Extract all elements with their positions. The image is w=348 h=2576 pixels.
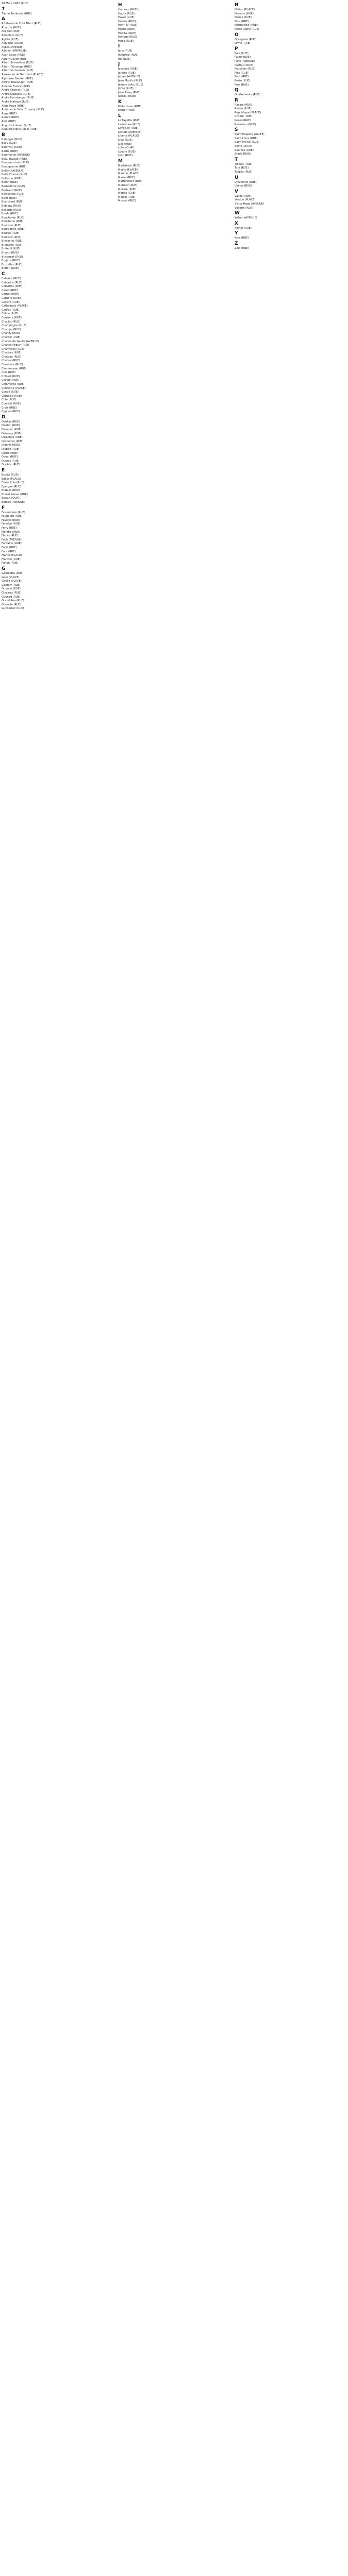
section-letter: Q — [235, 88, 239, 93]
index-entry[interactable]: Corneille (RUE) — [2, 394, 22, 398]
index-entry[interactable]: Cassini (RUE) — [2, 300, 20, 304]
index-entry[interactable]: Hameau (RUE) — [118, 8, 138, 11]
index-entry[interactable]: Carrière (RUE) — [2, 296, 21, 300]
index-entry[interactable]: Fayette (RUE) — [2, 518, 20, 522]
index-entry[interactable]: Bourgogne (RUE) — [2, 228, 25, 231]
index-entry[interactable]: Grand Rue (RUE) — [2, 599, 24, 603]
index-entry[interactable]: Loire (QUAI) — [118, 146, 135, 150]
index-entry[interactable]: Lyon (RUE) — [118, 154, 133, 158]
index-entry[interactable]: Foch (AVENUE) — [2, 538, 22, 541]
index-entry[interactable]: Acacias (RUE) — [2, 30, 21, 33]
index-entry[interactable]: Calvaire (RUE) — [2, 277, 21, 280]
index-entry[interactable]: Dôme (RUE) — [2, 451, 18, 455]
index-column-2 — [118, 2, 228, 204]
index-entry[interactable]: Victor Hugo (AVENUE) — [235, 202, 264, 206]
index-entry[interactable]: Marronniers (RUE) — [118, 180, 143, 183]
index-entry[interactable]: Bouchardy (RUE) — [2, 216, 25, 219]
index-entry[interactable]: Saint Louis (RUE) — [235, 137, 258, 140]
index-entry[interactable]: Poste (RUE) — [235, 79, 251, 82]
index-entry[interactable]: Boutaric (RUE) — [2, 235, 22, 239]
index-entry[interactable]: Antoine de Saint Exupéry (RUE) — [2, 108, 44, 112]
index-entry[interactable]: Diderot (RUE) — [2, 444, 20, 447]
index-entry[interactable]: Saint Exupéry (ALLÉE) — [235, 133, 264, 137]
index-entry[interactable]: Normandie (RUE) — [235, 24, 258, 27]
index-entry[interactable]: Rousseau (RUE) — [235, 123, 256, 126]
index-entry[interactable]: Gare (PLACE) — [2, 575, 20, 579]
index-entry[interactable]: Commerce (RUE) — [2, 383, 25, 386]
index-entry[interactable]: 7ième Territorial (RUE) — [2, 12, 32, 15]
index-entry[interactable]: Sources (RUE) — [235, 148, 254, 152]
section-letter: B — [2, 132, 5, 138]
index-entry[interactable]: Bourbon (RUE) — [2, 224, 22, 227]
index-entry[interactable]: Dumas (RUE) — [2, 459, 20, 463]
index-entry[interactable]: Haute (RUE) — [118, 12, 135, 15]
index-entry[interactable]: 18 Mars 1962 (RUE) — [2, 2, 28, 5]
index-entry[interactable]: Verdun (PLACE) — [235, 198, 256, 202]
index-entry[interactable]: Aigles (AVENUE) — [2, 45, 24, 49]
index-entry[interactable]: Bretagne (RUE) — [2, 243, 23, 247]
index-column-1 — [2, 2, 111, 611]
index-entry[interactable]: Saint Michel (RUE) — [235, 141, 259, 144]
section-letter: 7 — [2, 6, 5, 12]
index-entry[interactable]: Marne (RUE) — [118, 176, 135, 179]
index-entry[interactable]: Clos (RUE) — [2, 371, 16, 375]
index-entry[interactable]: Alexandre de Bertrand (PLACE) — [2, 73, 43, 76]
index-entry[interactable]: Albert Schweitzer (RUE) — [2, 61, 34, 65]
index-entry[interactable]: Bellevue (RUE) — [2, 177, 22, 180]
index-entry[interactable]: Delacroix (RUE) — [2, 436, 23, 439]
index-entry[interactable]: Usines (RUE) — [235, 184, 252, 188]
index-entry[interactable]: Charcot (RUE) — [2, 335, 21, 339]
index-entry[interactable]: République (PLACE) — [235, 111, 261, 114]
index-entry[interactable]: Cathédrale (PLACE) — [2, 304, 28, 308]
index-entry[interactable]: Ernest Renan (RUE) — [2, 493, 28, 496]
index-entry[interactable]: Fulton (RUE) — [2, 562, 19, 565]
index-entry[interactable]: Balanger (RUE) — [2, 138, 22, 141]
index-entry[interactable]: Havre (RUE) — [118, 16, 135, 20]
index-entry[interactable]: Monge (RUE) — [118, 192, 136, 195]
index-entry[interactable]: Buffon (RUE) — [2, 267, 19, 270]
index-entry[interactable]: Aurore (RUE) — [2, 116, 19, 120]
index-entry[interactable]: Nice (RUE) — [235, 20, 249, 23]
index-entry[interactable]: Lamartine (RUE) — [118, 123, 140, 126]
index-entry[interactable]: Pont (RUE) — [235, 75, 249, 79]
index-entry[interactable]: André Dewaele (RUE) — [2, 92, 30, 96]
index-entry[interactable]: Écoles (RUE) — [2, 473, 19, 477]
index-entry[interactable]: Amiral Boulanger (RUE) — [2, 81, 34, 84]
index-entry[interactable]: Faubourg (RUE) — [2, 515, 23, 518]
index-entry[interactable]: France (PLACE) — [2, 554, 22, 557]
index-entry[interactable]: Quatre Vents (RUE) — [235, 93, 261, 97]
section-letter: Y — [235, 231, 238, 236]
index-entry[interactable]: Château (RUE) — [2, 355, 22, 359]
index-entry[interactable]: Charles de Gaulle (AVENUE) — [2, 340, 39, 343]
index-entry[interactable]: Auguste Marie Rollin (RUE) — [2, 128, 38, 131]
index-entry[interactable]: Four (RUE) — [2, 550, 16, 553]
index-entry[interactable]: Bernadotte (RUE) — [2, 184, 25, 188]
index-column-3 — [235, 2, 344, 251]
index-entry[interactable]: Iris (RUE) — [118, 57, 131, 61]
index-entry[interactable]: Épargne (RUE) — [2, 485, 21, 488]
index-entry[interactable]: Bertrand (RUE) — [2, 189, 22, 192]
index-entry[interactable]: Fleurs (RUE) — [2, 534, 19, 538]
index-entry[interactable]: Industrie (RUE) — [118, 53, 139, 57]
index-entry[interactable]: Alphonse Daudet (RUE) — [2, 77, 33, 80]
section-letter: N — [235, 3, 239, 8]
index-entry[interactable]: Louvre (RUE) — [118, 150, 136, 154]
index-entry[interactable]: Charmilles (RUE) — [2, 347, 24, 351]
index-entry[interactable]: Hoche (RUE) — [118, 27, 135, 31]
index-entry[interactable]: Descartes (RUE) — [2, 439, 24, 443]
index-entry[interactable]: André Malraux (RUE) — [2, 100, 30, 104]
index-entry[interactable]: Debussy (RUE) — [2, 432, 22, 435]
index-entry[interactable]: Musset (RUE) — [118, 199, 136, 203]
index-entry[interactable]: Jacobins (RUE) — [118, 67, 138, 71]
index-entry[interactable]: Guynemer (RUE) — [2, 607, 24, 611]
index-entry[interactable]: Mermoz (RUE) — [118, 183, 138, 187]
index-entry[interactable]: Bollarde (RUE) — [2, 208, 21, 212]
index-entry[interactable]: Jules Ferry (RUE) — [118, 91, 141, 94]
index-entry[interactable]: Université (RUE) — [235, 180, 257, 184]
index-entry[interactable]: Orangerie (RUE) — [235, 38, 257, 41]
index-entry[interactable]: Colline (RUE) — [2, 379, 19, 382]
index-entry[interactable]: Céline (RUE) — [2, 312, 19, 316]
index-entry[interactable]: Molière (RUE) — [118, 188, 137, 191]
section-letter: W — [235, 211, 240, 216]
index-entry[interactable]: Horloge (RUE) — [118, 36, 137, 39]
index-entry[interactable]: Barbe (RUE) — [2, 149, 18, 153]
index-entry[interactable]: Brasserie (RUE) — [2, 240, 23, 243]
index-entry[interactable]: Xavier (RUE) — [235, 226, 252, 230]
index-entry[interactable]: Forêt (RUE) — [2, 546, 17, 549]
index-entry[interactable]: Jeanne d'Arc (RUE) — [118, 83, 143, 87]
index-entry[interactable]: Érables (RUE) — [2, 489, 20, 493]
section-letter: L — [118, 113, 121, 119]
index-entry[interactable]: Cygnes (RUE) — [2, 410, 20, 414]
index-entry[interactable]: Marché (PLACE) — [118, 172, 140, 176]
section-letter: D — [2, 414, 6, 420]
index-entry[interactable]: Fénelon (RUE) — [2, 522, 21, 526]
section-letter: Z — [235, 241, 238, 246]
index-entry[interactable]: Abattoir (RUE) — [2, 26, 21, 29]
index-entry[interactable]: Chanzy (RUE) — [2, 332, 20, 335]
index-entry[interactable]: Bally (RUE) — [2, 142, 17, 145]
index-entry[interactable]: Escaut (QUAI) — [2, 497, 20, 500]
index-entry[interactable]: Auguste Loheac (RUE) — [2, 124, 31, 127]
index-entry[interactable]: Stade (RUE) — [235, 152, 251, 156]
index-entry[interactable]: Pins (RUE) — [235, 71, 248, 75]
index-entry[interactable]: Ferry (RUE) — [2, 527, 17, 530]
index-entry[interactable]: Gentilly (RUE) — [2, 583, 21, 587]
index-entry[interactable]: Jussieu (RUE) — [118, 95, 136, 98]
index-entry[interactable]: Liberté (PLACE) — [118, 134, 139, 138]
index-entry[interactable]: Gounod (RUE) — [2, 595, 21, 599]
section-letter: C — [2, 272, 5, 277]
index-entry[interactable]: Glycines (RUE) — [2, 591, 22, 595]
index-entry[interactable]: Adolphins (RUE) — [2, 33, 23, 37]
index-entry[interactable]: Pasteur (RUE) — [235, 63, 253, 67]
section-letter: M — [118, 159, 123, 164]
index-entry[interactable]: Dahlias (RUE) — [2, 420, 20, 423]
index-entry[interactable]: Bruxelles (RUE) — [2, 263, 23, 266]
index-entry[interactable]: Gaulle (PLACE) — [2, 580, 22, 583]
index-entry[interactable]: Gironde (RUE) — [2, 587, 21, 591]
index-entry[interactable]: Jardins (RUE) — [118, 71, 136, 75]
index-entry[interactable]: Avril (RUE) — [2, 120, 16, 124]
index-entry[interactable]: Camélias (RUE) — [2, 285, 23, 289]
index-entry[interactable]: Seine (QUAI) — [235, 145, 252, 148]
section-letter: I — [118, 44, 120, 49]
index-entry[interactable]: Bobigny (RUE) — [2, 204, 21, 208]
section-letter: T — [235, 157, 238, 162]
index-entry[interactable]: Andre Chénier (RUE) — [2, 89, 29, 92]
section-letter: G — [2, 566, 6, 571]
index-entry[interactable]: Nation (PLACE) — [235, 8, 255, 11]
index-entry[interactable]: Flandre (RUE) — [2, 530, 20, 534]
index-entry[interactable]: Banmyuj (RUE) — [2, 146, 22, 149]
index-entry[interactable]: Kléber (RUE) — [118, 109, 136, 112]
index-entry[interactable]: Beauquesne (RUE) — [2, 165, 27, 168]
index-entry[interactable]: Brigitte (RUE) — [2, 259, 20, 263]
index-entry[interactable]: Fontaine (RUE) — [2, 542, 22, 546]
index-entry[interactable]: Lille (RUE) — [118, 142, 132, 146]
index-entry[interactable]: Dieppe (RUE) — [2, 447, 20, 451]
index-entry[interactable]: Dupleix (RUE) — [2, 463, 21, 467]
index-entry[interactable]: Jaurès (AVENUE) — [118, 75, 140, 79]
index-entry[interactable]: Prés (RUE) — [235, 83, 249, 87]
index-entry[interactable]: Kellermann (RUE) — [118, 105, 142, 108]
index-entry[interactable]: Albinoni (IMPASSE) — [2, 49, 27, 53]
index-entry[interactable]: Hélène (RUE) — [118, 20, 136, 23]
section-letter: V — [235, 189, 238, 194]
index-entry[interactable]: Canet (RUE) — [2, 289, 18, 292]
index-entry[interactable]: Bourse (RUE) — [2, 232, 20, 235]
index-entry[interactable]: Racine (RUE) — [235, 103, 252, 107]
index-entry[interactable]: Bienvenue (RUE) — [2, 193, 24, 196]
index-entry[interactable]: Tour (RUE) — [235, 166, 249, 170]
index-entry[interactable]: Côte (RUE) — [2, 398, 16, 402]
index-entry[interactable]: Auge (RUE) — [2, 112, 17, 115]
index-entry[interactable]: Gambetta (RUE) — [2, 571, 24, 575]
index-entry[interactable]: Andre Hansberger (RUE) — [2, 96, 35, 100]
index-entry[interactable]: Orme (RUE) — [235, 42, 251, 45]
index-entry[interactable]: Berlin (RUE) — [2, 181, 18, 184]
index-entry[interactable]: Émile Zola (RUE) — [2, 481, 24, 485]
index-entry[interactable]: Daumier (RUE) — [2, 428, 22, 431]
index-entry[interactable]: La Fayette (RUE) — [118, 119, 141, 123]
index-entry[interactable]: Belfort (AVENUE) — [2, 169, 25, 173]
index-entry[interactable]: Leclerc (AVENUE) — [118, 130, 142, 134]
index-entry[interactable]: Chartres (RUE) — [2, 351, 22, 355]
index-entry[interactable]: Chênes (RUE) — [2, 359, 20, 363]
index-entry[interactable]: A Hiberni de l'Ubi Alfert (RUE) — [2, 22, 42, 26]
index-entry[interactable]: Champs (RUE) — [2, 328, 21, 331]
index-entry[interactable]: Wilson (AVENUE) — [235, 216, 257, 220]
index-entry[interactable]: Europe (AVENUE) — [2, 501, 25, 504]
index-entry[interactable]: Albert Talmadge (RUE) — [2, 65, 32, 69]
index-entry[interactable]: Courbet (RUE) — [2, 402, 21, 405]
index-entry[interactable]: Aiguillon (QUAI) — [2, 42, 23, 45]
index-entry[interactable]: Albert Olivier (RUE) — [2, 57, 28, 61]
index-entry[interactable]: Champagne (RUE) — [2, 324, 26, 328]
section-letter: R — [235, 97, 238, 103]
index-entry[interactable]: Condé (RUE) — [2, 391, 19, 394]
index-entry[interactable]: Calvados (RUE) — [2, 281, 23, 284]
index-entry[interactable]: Henri IV (RUE) — [118, 24, 138, 27]
index-entry[interactable]: Briand (RUE) — [2, 251, 19, 255]
index-entry[interactable]: Belle Chasse (RUE) — [2, 173, 27, 177]
index-entry[interactable]: Colbert (RUE) — [2, 375, 20, 378]
index-entry[interactable]: Concorde (PLACE) — [2, 386, 26, 390]
index-entry[interactable]: Neuve (RUE) — [235, 16, 252, 20]
index-entry[interactable]: Clemenceau (RUE) — [2, 367, 27, 370]
section-letter: A — [2, 16, 5, 22]
index-entry[interactable]: Voltaire (RUE) — [235, 206, 253, 210]
index-entry[interactable]: Cimetière (RUE) — [2, 363, 23, 367]
index-entry[interactable]: Carnot (RUE) — [2, 293, 19, 296]
section-letter: P — [235, 46, 238, 52]
index-entry[interactable]: Peupliers (RUE) — [235, 67, 256, 71]
section-letter: K — [118, 99, 122, 105]
index-entry[interactable]: Ange Haye (RUE) — [2, 104, 25, 108]
index-entry[interactable]: Iéna (RUE) — [118, 49, 132, 53]
section-letter: X — [235, 221, 238, 226]
index-entry[interactable]: Hôpital (RUE) — [118, 31, 136, 35]
index-entry[interactable]: Bréteuil (RUE) — [2, 247, 21, 251]
index-entry[interactable]: Roses (RUE) — [235, 119, 251, 123]
index-entry[interactable]: Rivière (RUE) — [235, 115, 253, 118]
section-letter: E — [2, 467, 5, 473]
index-entry[interactable]: Lilas (RUE) — [118, 139, 133, 142]
index-entry[interactable]: Lavoisier (RUE) — [118, 127, 139, 130]
index-entry[interactable]: Briçonnet (RUE) — [2, 255, 23, 259]
section-letter: F — [2, 505, 5, 511]
index-entry[interactable]: Joffre (RUE) — [118, 87, 134, 91]
index-entry[interactable]: Moulin (RUE) — [118, 195, 136, 199]
section-letter: U — [235, 175, 239, 180]
index-entry[interactable]: Faisanderie (RUE) — [2, 511, 25, 514]
index-entry[interactable]: Yser (RUE) — [235, 236, 249, 240]
index-entry[interactable]: Jean Moulin (RUE) — [118, 79, 142, 82]
index-entry[interactable]: Cèdres (RUE) — [2, 308, 20, 312]
index-entry[interactable]: Beaumarchais (RUE) — [2, 161, 29, 165]
index-entry[interactable]: Zola (RUE) — [235, 246, 249, 250]
index-entry[interactable]: Agilité (RUE) — [2, 38, 19, 41]
index-entry[interactable]: Boucherie (RUE) — [2, 220, 24, 224]
index-entry[interactable]: Chaillot (RUE) — [2, 320, 20, 324]
index-entry[interactable]: Hugo (RUE) — [118, 39, 134, 43]
index-entry[interactable]: Navarre (RUE) — [235, 12, 254, 15]
index-entry[interactable]: Bizet (RUE) — [2, 196, 17, 200]
index-entry[interactable]: Beau Rivage (RUE) — [2, 157, 27, 161]
index-entry[interactable]: Franklin (RUE) — [2, 557, 21, 561]
index-entry[interactable]: Vallée (RUE) — [235, 194, 251, 198]
section-letter: J — [118, 62, 120, 67]
section-letter: O — [235, 32, 239, 38]
index-entry[interactable]: Grenelle (RUE) — [2, 603, 22, 606]
index-entry[interactable]: Église (PLACE) — [2, 477, 21, 481]
index-entry[interactable]: Borde (RUE) — [2, 212, 18, 216]
index-entry[interactable]: Danton (RUE) — [2, 424, 20, 428]
section-letter: S — [235, 127, 238, 133]
index-entry[interactable]: Tulipes (RUE) — [235, 171, 253, 174]
index-entry[interactable]: Charles Péguy (RUE) — [2, 344, 29, 347]
index-entry[interactable]: Renan (RUE) — [235, 107, 252, 111]
index-entry[interactable]: Croix (RUE) — [2, 406, 17, 410]
index-entry[interactable]: Paris (AVENUE) — [235, 59, 255, 63]
index-entry[interactable]: Tilleuls (RUE) — [235, 162, 253, 166]
index-entry[interactable]: Bauméduit (AVENUE) — [2, 154, 30, 157]
index-entry[interactable]: Mairie (PLACE) — [118, 168, 138, 172]
index-entry[interactable]: Albert Vermeulen (RUE) — [2, 69, 34, 73]
section-letter: H — [118, 3, 122, 8]
index-entry[interactable]: Anatole France (RUE) — [2, 84, 30, 88]
index-entry[interactable]: Paix (RUE) — [235, 52, 248, 55]
index-entry[interactable]: Palais (RUE) — [235, 56, 251, 59]
index-entry[interactable]: Cerisiers (RUE) — [2, 316, 22, 319]
index-entry[interactable]: Notre Dame (RUE) — [235, 27, 259, 31]
index-entry[interactable]: Blanchard (RUE) — [2, 200, 24, 204]
index-entry[interactable]: Alain Colas (RUE) — [2, 53, 25, 57]
index-entry[interactable]: Madeleine (RUE) — [118, 164, 141, 167]
index-entry[interactable]: Douai (RUE) — [2, 455, 18, 459]
